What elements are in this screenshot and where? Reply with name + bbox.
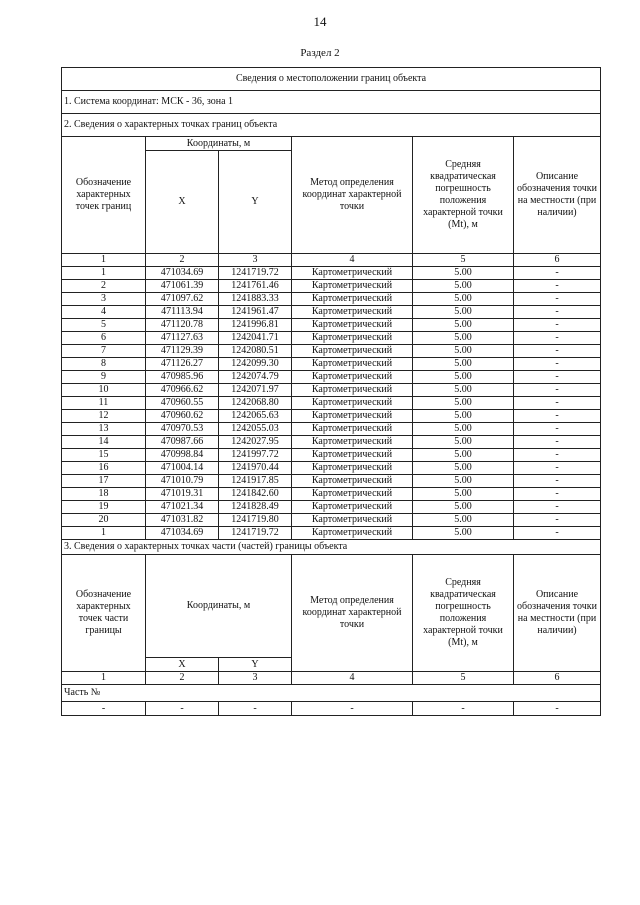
header3-x: X	[146, 658, 219, 672]
cell-error: 5.00	[413, 358, 514, 371]
col-number: 2	[146, 254, 219, 267]
table-row	[62, 332, 601, 345]
page-number: 14	[313, 14, 327, 29]
table-row	[62, 488, 601, 501]
cell-coord-y: 1242041.71	[219, 332, 292, 345]
cell-coord-x: 471019.31	[146, 488, 219, 501]
cell-coord-y: 1241761.46	[219, 280, 292, 293]
table-row	[62, 527, 601, 540]
cell-error: 5.00	[413, 449, 514, 462]
col-number: 1	[62, 254, 146, 267]
cell-description: -	[514, 319, 601, 332]
cell-method: Картометрический	[292, 319, 413, 332]
cell-point-id: 19	[62, 501, 146, 514]
table-row	[62, 384, 601, 397]
cell-point-id: 1	[62, 527, 146, 540]
cell-description: -	[514, 293, 601, 306]
cell-description: -	[514, 436, 601, 449]
header-error: Средняя квадратическая погрешность положения характерной точки (Mt), м	[413, 137, 514, 254]
cell-method: Картометрический	[292, 423, 413, 436]
cell-point-id: 6	[62, 332, 146, 345]
col-number: 3	[219, 254, 292, 267]
cell-point-id: 8	[62, 358, 146, 371]
header3-coords: Координаты, м	[146, 555, 292, 658]
cell-point-id: 14	[62, 436, 146, 449]
cell-coord-y: 1242080.51	[219, 345, 292, 358]
cell-point-id: 4	[62, 306, 146, 319]
cell-error: 5.00	[413, 397, 514, 410]
cell-method: Картометрический	[292, 527, 413, 540]
cell-coord-x: 471127.63	[146, 332, 219, 345]
table-row	[62, 436, 601, 449]
cell-coord-y: 1242068.80	[219, 397, 292, 410]
cell-point-id: 3	[62, 293, 146, 306]
cell-coord-y: 1241719.72	[219, 267, 292, 280]
cell-error: 5.00	[413, 371, 514, 384]
cell-coord-x: 471010.79	[146, 475, 219, 488]
cell-coord-x: 470998.84	[146, 449, 219, 462]
cell-coord-y: 1241828.49	[219, 501, 292, 514]
cell-description: -	[514, 345, 601, 358]
table-row	[62, 410, 601, 423]
coord-system: 1. Система координат: МСК - 36, зона 1	[62, 91, 601, 114]
cell-method: Картометрический	[292, 280, 413, 293]
cell-coord-x: 471120.78	[146, 319, 219, 332]
cell-method: Картометрический	[292, 267, 413, 280]
cell-point-id: 15	[62, 449, 146, 462]
cell-point-id: 20	[62, 514, 146, 527]
cell-error: 5.00	[413, 488, 514, 501]
cell-method: Картометрический	[292, 306, 413, 319]
table-row	[62, 267, 601, 280]
cell-description: -	[514, 280, 601, 293]
cell-point-id: 10	[62, 384, 146, 397]
header3-description: Описание обозначения точки на местности (при наличии)	[514, 555, 601, 672]
header-y: Y	[219, 151, 292, 254]
empty-cell: -	[292, 702, 413, 716]
cell-error: 5.00	[413, 410, 514, 423]
cell-method: Картометрический	[292, 332, 413, 345]
table-row	[62, 293, 601, 306]
cell-coord-y: 1241961.47	[219, 306, 292, 319]
cell-coord-x: 470987.66	[146, 436, 219, 449]
cell-coord-x: 470960.55	[146, 397, 219, 410]
cell-coord-x: 471004.14	[146, 462, 219, 475]
header-coords: Координаты, м	[146, 137, 292, 151]
cell-error: 5.00	[413, 293, 514, 306]
empty-cell: -	[413, 702, 514, 716]
cell-description: -	[514, 267, 601, 280]
col3-number: 3	[219, 672, 292, 685]
cell-coord-y: 1241719.80	[219, 514, 292, 527]
cell-method: Картометрический	[292, 475, 413, 488]
cell-method: Картометрический	[292, 358, 413, 371]
cell-error: 5.00	[413, 306, 514, 319]
cell-error: 5.00	[413, 462, 514, 475]
table-row	[62, 449, 601, 462]
cell-description: -	[514, 462, 601, 475]
cell-method: Картометрический	[292, 410, 413, 423]
cell-error: 5.00	[413, 423, 514, 436]
cell-coord-y: 1242027.95	[219, 436, 292, 449]
header3-error: Средняя квадратическая погрешность положения характерной точки (Mt), м	[413, 555, 514, 672]
section-title: Раздел 2	[300, 47, 340, 59]
col3-number: 2	[146, 672, 219, 685]
cell-coord-x: 470985.96	[146, 371, 219, 384]
cell-method: Картометрический	[292, 501, 413, 514]
table-row	[62, 397, 601, 410]
cell-point-id: 12	[62, 410, 146, 423]
table-row	[62, 319, 601, 332]
cell-point-id: 7	[62, 345, 146, 358]
cell-point-id: 16	[62, 462, 146, 475]
cell-error: 5.00	[413, 436, 514, 449]
col-number: 5	[413, 254, 514, 267]
cell-method: Картометрический	[292, 371, 413, 384]
table-row	[62, 358, 601, 371]
cell-coord-x: 471021.34	[146, 501, 219, 514]
empty-cell: -	[62, 702, 146, 716]
cell-point-id: 9	[62, 371, 146, 384]
header3-method: Метод определения координат характерной точки	[292, 555, 413, 672]
cell-coord-x: 470970.53	[146, 423, 219, 436]
cell-description: -	[514, 410, 601, 423]
cell-point-id: 1	[62, 267, 146, 280]
cell-error: 5.00	[413, 332, 514, 345]
col3-number: 1	[62, 672, 146, 685]
header-description: Описание обозначения точки на местности (при наличии)	[514, 137, 601, 254]
col3-number: 4	[292, 672, 413, 685]
cell-method: Картометрический	[292, 462, 413, 475]
cell-point-id: 5	[62, 319, 146, 332]
boundary-table	[61, 67, 601, 716]
cell-point-id: 18	[62, 488, 146, 501]
cell-description: -	[514, 306, 601, 319]
cell-coord-x: 471129.39	[146, 345, 219, 358]
cell-coord-y: 1242055.03	[219, 423, 292, 436]
cell-point-id: 2	[62, 280, 146, 293]
cell-coord-y: 1242074.79	[219, 371, 292, 384]
cell-method: Картометрический	[292, 488, 413, 501]
cell-coord-x: 471097.62	[146, 293, 219, 306]
table-row	[62, 371, 601, 384]
cell-description: -	[514, 358, 601, 371]
cell-error: 5.00	[413, 527, 514, 540]
cell-coord-y: 1242099.30	[219, 358, 292, 371]
table-row	[62, 501, 601, 514]
header3-point: Обозначение характерных точек части границы	[62, 555, 146, 672]
cell-method: Картометрический	[292, 436, 413, 449]
cell-point-id: 11	[62, 397, 146, 410]
cell-description: -	[514, 332, 601, 345]
cell-description: -	[514, 384, 601, 397]
cell-point-id: 13	[62, 423, 146, 436]
cell-error: 5.00	[413, 345, 514, 358]
cell-description: -	[514, 527, 601, 540]
cell-coord-y: 1241970.44	[219, 462, 292, 475]
cell-coord-y: 1241917.85	[219, 475, 292, 488]
header-method: Метод определения координат характерной точки	[292, 137, 413, 254]
cell-coord-y: 1241719.72	[219, 527, 292, 540]
table-row	[62, 514, 601, 527]
cell-coord-y: 1242071.97	[219, 384, 292, 397]
cell-description: -	[514, 501, 601, 514]
cell-coord-x: 471061.39	[146, 280, 219, 293]
table-row	[62, 462, 601, 475]
cell-description: -	[514, 371, 601, 384]
cell-description: -	[514, 514, 601, 527]
cell-point-id: 17	[62, 475, 146, 488]
cell-coord-x: 470966.62	[146, 384, 219, 397]
cell-coord-x: 471126.27	[146, 358, 219, 371]
cell-coord-x: 471034.69	[146, 527, 219, 540]
section3-title: 3. Сведения о характерных точках части (частей) границы объекта	[62, 540, 601, 555]
header3-y: Y	[219, 658, 292, 672]
cell-error: 5.00	[413, 319, 514, 332]
cell-method: Картометрический	[292, 345, 413, 358]
cell-method: Картометрический	[292, 514, 413, 527]
cell-description: -	[514, 397, 601, 410]
cell-error: 5.00	[413, 475, 514, 488]
cell-error: 5.00	[413, 501, 514, 514]
empty-cell: -	[146, 702, 219, 716]
cell-coord-y: 1241883.33	[219, 293, 292, 306]
section2-title: 2. Сведения о характерных точках границ объекта	[62, 114, 601, 137]
cell-coord-x: 471034.69	[146, 267, 219, 280]
cell-method: Картометрический	[292, 293, 413, 306]
col3-number: 5	[413, 672, 514, 685]
col3-number: 6	[514, 672, 601, 685]
cell-description: -	[514, 449, 601, 462]
cell-error: 5.00	[413, 267, 514, 280]
table-row	[62, 280, 601, 293]
cell-error: 5.00	[413, 514, 514, 527]
table-row	[62, 423, 601, 436]
cell-description: -	[514, 423, 601, 436]
header-point: Обозначение характерных точек границ	[62, 137, 146, 254]
cell-method: Картометрический	[292, 449, 413, 462]
cell-description: -	[514, 475, 601, 488]
table-row	[62, 306, 601, 319]
col-number: 6	[514, 254, 601, 267]
table-row	[62, 345, 601, 358]
cell-error: 5.00	[413, 384, 514, 397]
cell-error: 5.00	[413, 280, 514, 293]
empty-cell: -	[514, 702, 601, 716]
cell-coord-x: 471113.94	[146, 306, 219, 319]
empty-cell: -	[219, 702, 292, 716]
cell-coord-y: 1241996.81	[219, 319, 292, 332]
cell-coord-y: 1241842.60	[219, 488, 292, 501]
cell-coord-x: 470960.62	[146, 410, 219, 423]
cell-method: Картометрический	[292, 397, 413, 410]
table-title: Сведения о местоположении границ объекта	[62, 68, 601, 91]
cell-method: Картометрический	[292, 384, 413, 397]
header-x: X	[146, 151, 219, 254]
col-number: 4	[292, 254, 413, 267]
cell-coord-y: 1241997.72	[219, 449, 292, 462]
part-label: Часть №	[62, 685, 601, 702]
table-row	[62, 475, 601, 488]
cell-description: -	[514, 488, 601, 501]
cell-coord-y: 1242065.63	[219, 410, 292, 423]
cell-coord-x: 471031.82	[146, 514, 219, 527]
